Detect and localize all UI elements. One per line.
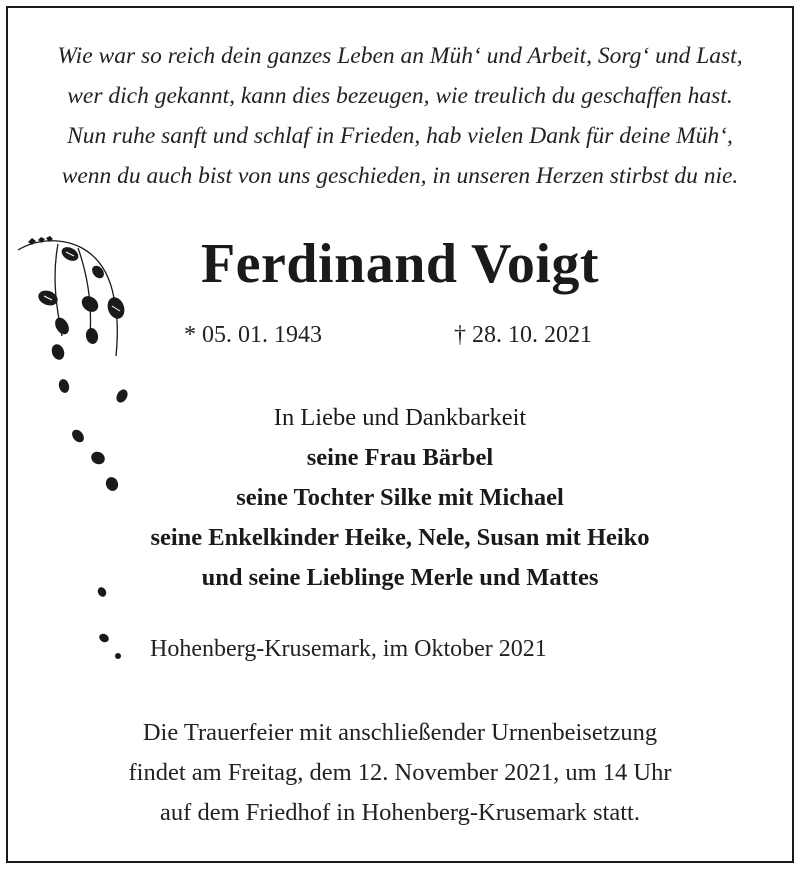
poem-line: Wie war so reich dein ganzes Leben an Müh‘ und Arbeit, Sorg‘ und Last, xyxy=(57,43,743,69)
ceremony-info xyxy=(0,713,800,833)
ceremony-line: findet am Freitag, dem 12. November 2021, um 14 Uhr xyxy=(128,759,672,786)
ceremony-line: auf dem Friedhof in Hohenberg-Krusemark statt. xyxy=(160,799,640,826)
mourner-line: seine Tochter Silke mit Michael xyxy=(236,484,564,511)
mourner-line: seine Enkelkinder Heike, Nele, Susan mit Heiko xyxy=(150,524,650,551)
place-date: Hohenberg-Krusemark, im Oktober 2021 xyxy=(150,636,547,662)
poem-line: wenn du auch bist von uns geschieden, in unseren Herzen stirbst du nie. xyxy=(61,163,739,189)
mourners xyxy=(0,398,800,598)
ceremony-line: Die Trauerfeier mit anschließender Urnenbeisetzung xyxy=(142,719,658,746)
death-date: † 28. 10. 2021 xyxy=(454,322,592,348)
poem-line: wer dich gekannt, kann dies bezeugen, wie treulich du geschaffen hast. xyxy=(67,83,733,109)
poem-line: Nun ruhe sanft und schlaf in Frieden, hab vielen Dank für deine Müh‘, xyxy=(67,123,733,149)
mourner-line: und seine Lieblinge Merle und Mattes xyxy=(201,564,599,591)
mourners-intro: In Liebe und Dankbarkeit xyxy=(273,404,527,431)
deceased-name: Ferdinand Voigt xyxy=(200,233,600,295)
birth-date: * 05. 01. 1943 xyxy=(184,322,322,348)
poem xyxy=(0,36,800,196)
mourner-line: seine Frau Bärbel xyxy=(306,444,494,471)
